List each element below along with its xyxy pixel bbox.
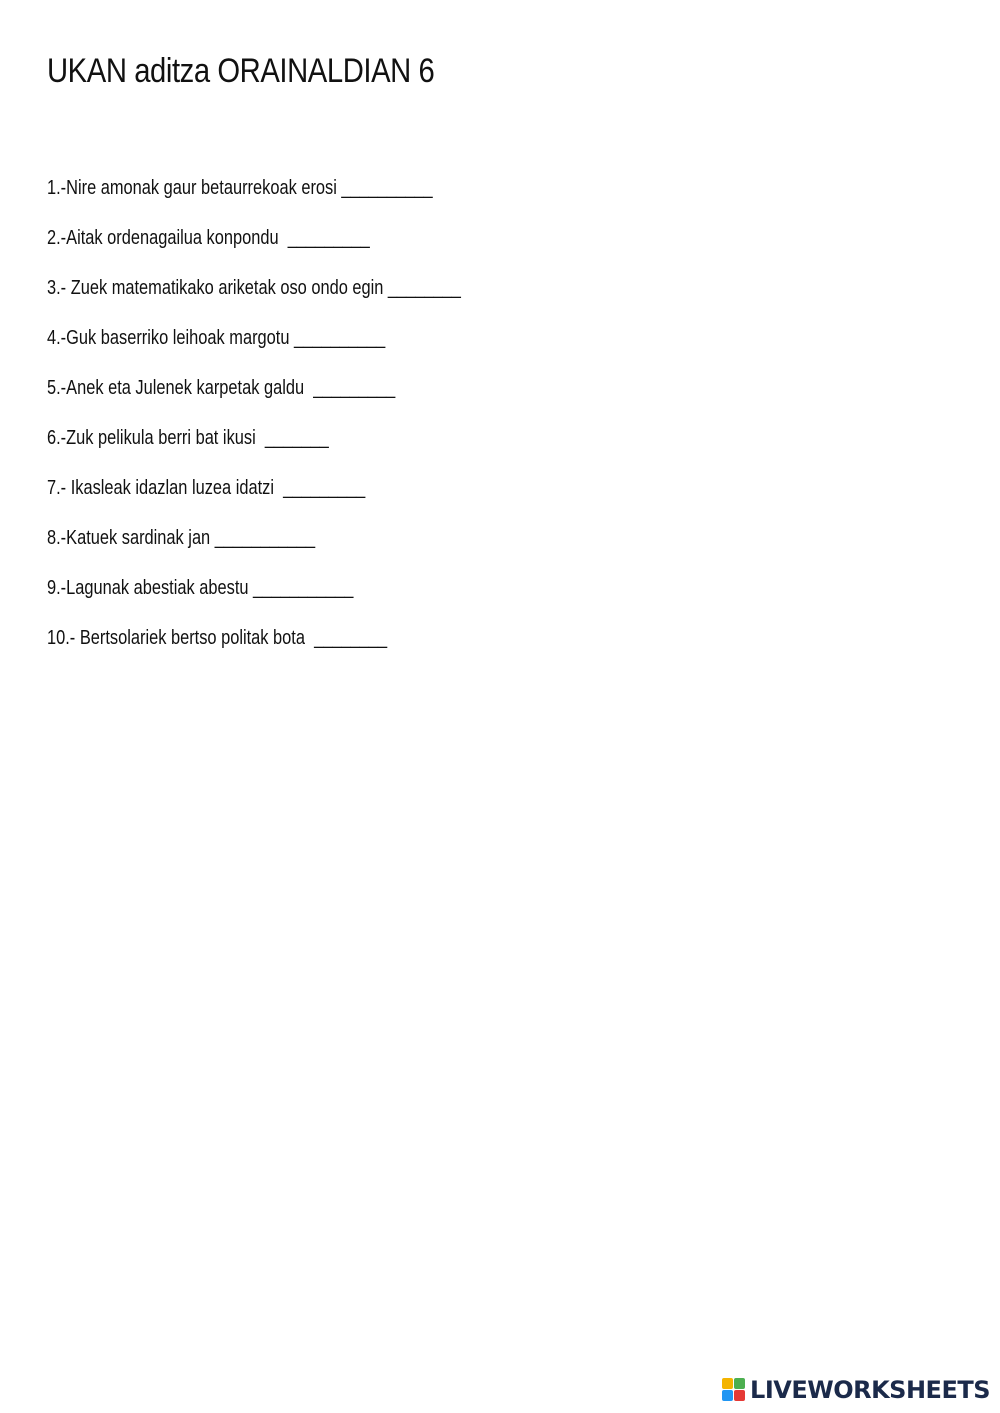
question-item: 6.-Zuk pelikula berri bat ikusi _______ bbox=[47, 427, 329, 449]
brand-name: LIVEWORKSHEETS bbox=[750, 1376, 990, 1404]
question-item: 8.-Katuek sardinak jan ___________ bbox=[47, 527, 316, 549]
worksheet-title: UKAN aditza ORAINALDIAN 6 bbox=[47, 52, 435, 90]
question-item: 9.-Lagunak abestiak abestu ___________ bbox=[47, 577, 354, 599]
question-item: 1.-Nire amonak gaur betaurrekoak erosi __________ bbox=[47, 177, 433, 199]
question-item: 5.-Anek eta Julenek karpetak galdu _________ bbox=[47, 377, 396, 399]
question-item: 3.- Zuek matematikako ariketak oso ondo egin ________ bbox=[47, 277, 461, 299]
question-list bbox=[47, 172, 552, 672]
liveworksheets-brand bbox=[722, 1375, 990, 1405]
question-item: 4.-Guk baserriko leihoak margotu __________ bbox=[47, 327, 386, 349]
question-item: 10.- Bertsolariek bertso politak bota ________ bbox=[47, 627, 388, 649]
question-item: 2.-Aitak ordenagailua konpondu _________ bbox=[47, 227, 370, 249]
liveworksheets-logo-icon bbox=[722, 1378, 746, 1402]
question-item: 7.- Ikasleak idazlan luzea idatzi _________ bbox=[47, 477, 366, 499]
